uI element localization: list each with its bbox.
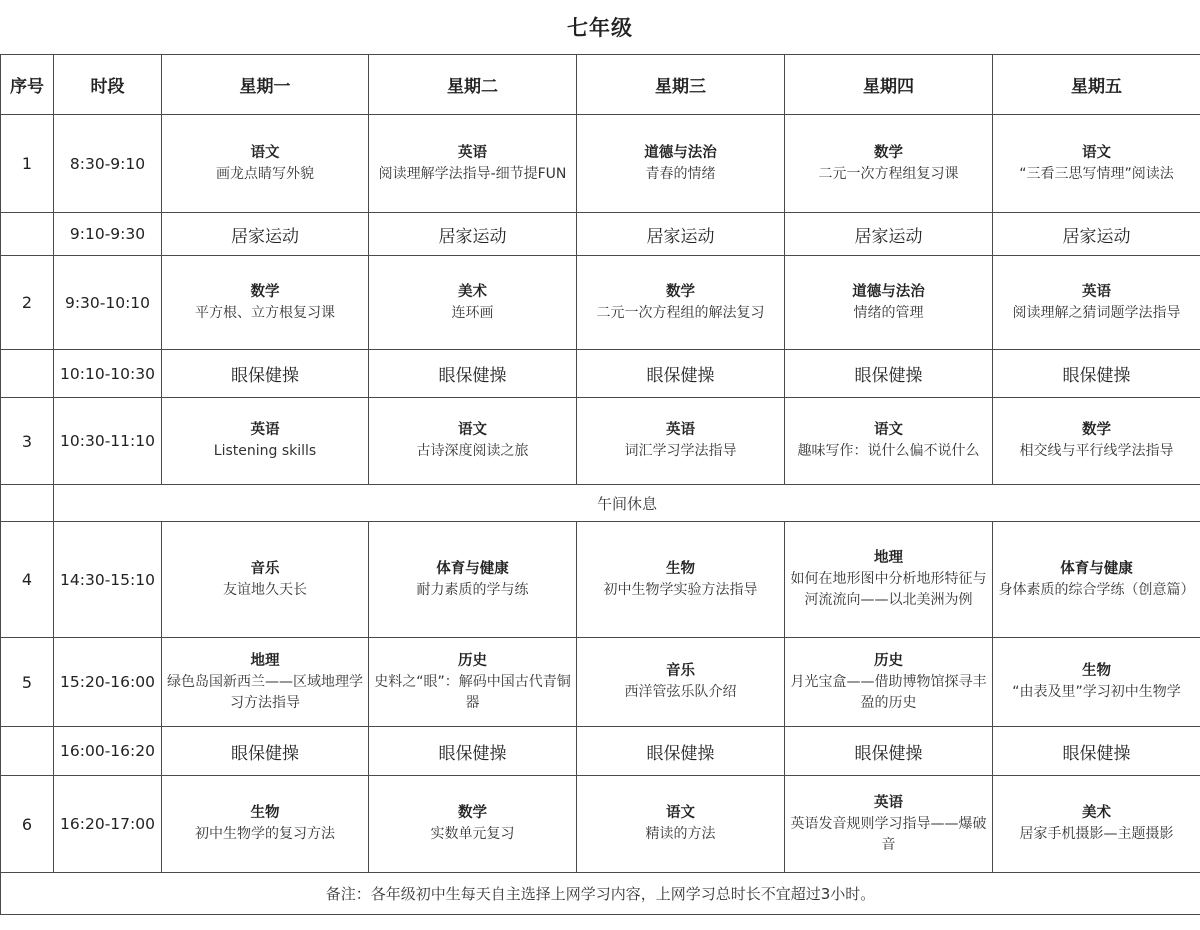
break-activity: 眼保健操 bbox=[162, 727, 369, 776]
lesson-cell bbox=[993, 776, 1200, 873]
lesson-topic: Listening skills bbox=[213, 443, 317, 459]
break-activity: 眼保健操 bbox=[577, 727, 785, 776]
break-activity: 居家运动 bbox=[993, 213, 1200, 256]
period-number: 3 bbox=[1, 398, 54, 485]
lesson-cell bbox=[993, 398, 1200, 485]
subject-name: 音乐 bbox=[666, 663, 695, 679]
subject-name: 英语 bbox=[458, 144, 487, 161]
lesson-cell bbox=[162, 776, 369, 873]
lesson-cell bbox=[785, 256, 993, 350]
period-number bbox=[1, 727, 54, 776]
header-friday: 星期五 bbox=[993, 55, 1200, 115]
subject-name: 地理 bbox=[874, 550, 903, 566]
break-activity: 眼保健操 bbox=[785, 727, 993, 776]
period-number bbox=[1, 350, 54, 398]
lesson-topic: 连环画 bbox=[451, 304, 494, 321]
lesson-cell bbox=[162, 256, 369, 350]
lesson-cell bbox=[785, 638, 993, 727]
subject-name: 体育与健康 bbox=[1060, 560, 1133, 577]
break-row bbox=[1, 213, 1200, 256]
lunch-index-cell bbox=[1, 485, 54, 522]
time-slot: 14:30-15:10 bbox=[54, 522, 162, 638]
lesson-topic: 相交线与平行线学法指导 bbox=[1019, 443, 1174, 459]
subject-name: 数学 bbox=[458, 805, 487, 821]
lesson-topic: 词汇学习学法指导 bbox=[624, 443, 737, 459]
break-activity: 眼保健操 bbox=[369, 727, 577, 776]
lesson-row bbox=[1, 638, 1200, 727]
lesson-cell bbox=[369, 256, 577, 350]
lesson-topic: 英语发音规则学习指导——爆破音 bbox=[790, 815, 987, 853]
lesson-cell bbox=[577, 638, 785, 727]
lesson-topic: 精读的方法 bbox=[645, 826, 716, 842]
time-slot: 10:30-11:10 bbox=[54, 398, 162, 485]
lesson-cell bbox=[785, 522, 993, 638]
lesson-cell bbox=[162, 398, 369, 485]
break-row bbox=[1, 350, 1200, 398]
subject-name: 道德与法治 bbox=[852, 283, 925, 300]
lesson-topic: 居家手机摄影—主题摄影 bbox=[1019, 826, 1174, 842]
schedule-table bbox=[0, 54, 1200, 915]
lesson-cell bbox=[993, 638, 1200, 727]
lesson-topic: 二元一次方程组的解法复习 bbox=[596, 304, 765, 321]
subject-name: 数学 bbox=[1082, 422, 1111, 438]
subject-name: 语文 bbox=[1082, 144, 1111, 161]
break-activity: 眼保健操 bbox=[993, 727, 1200, 776]
lesson-topic: 古诗深度阅读之旅 bbox=[416, 443, 529, 459]
lesson-cell bbox=[993, 522, 1200, 638]
lesson-topic: 画龙点睛写外貌 bbox=[216, 165, 314, 182]
lesson-topic: 身体素质的综合学练（创意篇） bbox=[998, 581, 1195, 598]
break-activity: 眼保健操 bbox=[785, 350, 993, 398]
subject-name: 体育与健康 bbox=[436, 560, 509, 577]
lesson-topic: 如何在地形图中分析地形特征与河流流向——以北美洲为例 bbox=[790, 571, 987, 608]
lesson-cell bbox=[993, 115, 1200, 213]
subject-name: 生物 bbox=[666, 560, 695, 577]
lesson-topic: 阅读理解学法指导-细节提FUN bbox=[378, 165, 567, 182]
header-time: 时段 bbox=[54, 55, 162, 115]
break-activity: 居家运动 bbox=[577, 213, 785, 256]
period-number: 6 bbox=[1, 776, 54, 873]
subject-name: 数学 bbox=[874, 144, 903, 161]
break-activity: 眼保健操 bbox=[993, 350, 1200, 398]
lesson-topic: 趣味写作：说什么偏不说什么 bbox=[797, 443, 980, 459]
lesson-topic: 西洋管弦乐队介绍 bbox=[624, 684, 737, 700]
break-activity: 眼保健操 bbox=[369, 350, 577, 398]
subject-name: 生物 bbox=[1082, 663, 1111, 679]
lesson-topic: 实数单元复习 bbox=[430, 826, 515, 842]
lesson-cell bbox=[993, 256, 1200, 350]
lesson-row bbox=[1, 522, 1200, 638]
time-slot: 16:20-17:00 bbox=[54, 776, 162, 873]
lesson-row bbox=[1, 256, 1200, 350]
lesson-row bbox=[1, 115, 1200, 213]
subject-name: 美术 bbox=[458, 283, 487, 300]
time-slot: 15:20-16:00 bbox=[54, 638, 162, 727]
lesson-topic: 初中生物学的复习方法 bbox=[195, 826, 335, 842]
subject-name: 音乐 bbox=[250, 560, 280, 577]
lesson-row bbox=[1, 776, 1200, 873]
lesson-topic: “三看三思写情理”阅读法 bbox=[1019, 165, 1174, 182]
break-activity: 居家运动 bbox=[785, 213, 993, 256]
header-wednesday: 星期三 bbox=[577, 55, 785, 115]
lesson-cell bbox=[577, 256, 785, 350]
period-number: 5 bbox=[1, 638, 54, 727]
header-tuesday: 星期二 bbox=[369, 55, 577, 115]
lesson-cell bbox=[162, 115, 369, 213]
subject-name: 历史 bbox=[874, 652, 903, 669]
lesson-cell bbox=[369, 522, 577, 638]
subject-name: 英语 bbox=[250, 422, 280, 438]
header-monday: 星期一 bbox=[162, 55, 369, 115]
lesson-topic: 友谊地久天长 bbox=[223, 581, 307, 598]
note-text: 备注：各年级初中生每天自主选择上网学习内容，上网学习总时长不宜超过3小时。 bbox=[1, 873, 1200, 915]
subject-name: 道德与法治 bbox=[644, 144, 717, 161]
time-slot: 8:30-9:10 bbox=[54, 115, 162, 213]
break-activity: 居家运动 bbox=[162, 213, 369, 256]
lesson-topic: 月光宝盒——借助博物馆探寻丰盈的历史 bbox=[790, 673, 987, 711]
lesson-topic: 青春的情绪 bbox=[645, 165, 716, 182]
lesson-row bbox=[1, 398, 1200, 485]
lesson-topic: 情绪的管理 bbox=[853, 304, 924, 321]
subject-name: 美术 bbox=[1082, 805, 1111, 821]
lunch-row bbox=[1, 485, 1200, 522]
lesson-topic: “由表及里”学习初中生物学 bbox=[1012, 684, 1181, 700]
break-activity: 眼保健操 bbox=[577, 350, 785, 398]
lesson-cell bbox=[162, 522, 369, 638]
subject-name: 语文 bbox=[458, 422, 487, 438]
subject-name: 语文 bbox=[250, 144, 280, 161]
lesson-cell bbox=[785, 776, 993, 873]
note-row bbox=[1, 873, 1200, 915]
lesson-cell bbox=[577, 115, 785, 213]
period-number: 2 bbox=[1, 256, 54, 350]
time-slot: 9:30-10:10 bbox=[54, 256, 162, 350]
period-number: 1 bbox=[1, 115, 54, 213]
lesson-cell bbox=[369, 398, 577, 485]
time-slot: 16:00-16:20 bbox=[54, 727, 162, 776]
subject-name: 英语 bbox=[1082, 283, 1111, 300]
time-slot: 10:10-10:30 bbox=[54, 350, 162, 398]
subject-name: 数学 bbox=[250, 283, 280, 300]
lesson-cell bbox=[369, 115, 577, 213]
lesson-cell bbox=[577, 776, 785, 873]
subject-name: 英语 bbox=[874, 794, 903, 811]
subject-name: 数学 bbox=[666, 283, 695, 300]
lunch-label: 午间休息 bbox=[54, 485, 1200, 522]
break-row bbox=[1, 727, 1200, 776]
subject-name: 生物 bbox=[250, 805, 280, 821]
subject-name: 历史 bbox=[458, 652, 487, 669]
lesson-cell bbox=[369, 776, 577, 873]
page-title: 七年级 bbox=[567, 16, 633, 40]
lesson-cell bbox=[577, 522, 785, 638]
break-activity: 居家运动 bbox=[369, 213, 577, 256]
lesson-cell bbox=[162, 638, 369, 727]
break-activity: 眼保健操 bbox=[162, 350, 369, 398]
lesson-cell bbox=[785, 115, 993, 213]
lesson-topic: 二元一次方程组复习课 bbox=[818, 165, 959, 182]
lesson-cell bbox=[369, 638, 577, 727]
time-slot: 9:10-9:30 bbox=[54, 213, 162, 256]
header-thursday: 星期四 bbox=[785, 55, 993, 115]
period-number: 4 bbox=[1, 522, 54, 638]
lesson-topic: 耐力素质的学与练 bbox=[416, 581, 529, 598]
lesson-cell bbox=[785, 398, 993, 485]
lesson-topic: 绿色岛国新西兰——区域地理学习方法指导 bbox=[167, 673, 363, 711]
subject-name: 英语 bbox=[666, 422, 695, 438]
lesson-cell bbox=[577, 398, 785, 485]
subject-name: 语文 bbox=[874, 422, 903, 438]
header-index: 序号 bbox=[1, 55, 54, 115]
lesson-topic: 平方根、立方根复习课 bbox=[195, 304, 335, 321]
lesson-topic: 阅读理解之猜词题学法指导 bbox=[1012, 304, 1181, 321]
subject-name: 语文 bbox=[666, 805, 695, 821]
lesson-topic: 史料之“眼”：解码中国古代青铜器 bbox=[374, 673, 571, 711]
header-row bbox=[1, 55, 1200, 115]
lesson-topic: 初中生物学实验方法指导 bbox=[603, 581, 758, 598]
subject-name: 地理 bbox=[250, 652, 280, 669]
period-number bbox=[1, 213, 54, 256]
